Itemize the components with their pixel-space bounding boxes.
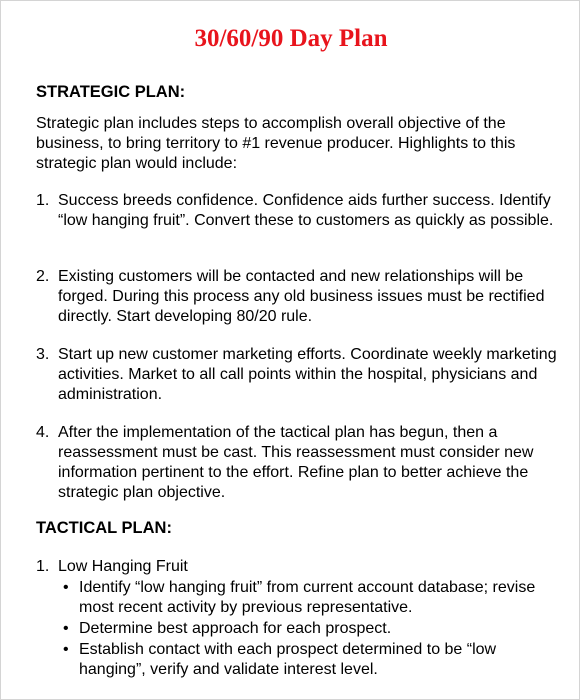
- tactical-plan-heading: TACTICAL PLAN:: [36, 519, 172, 537]
- strategic-plan-heading: STRATEGIC PLAN:: [36, 83, 186, 101]
- bullet-text: Identify “low hanging fruit” from current account database; revise most recent activity by previous representative.: [79, 579, 536, 616]
- bullet-icon: •: [63, 641, 69, 658]
- bullet-icon: •: [63, 579, 69, 596]
- item-text: Success breeds confidence. Confidence aids further success. Identify “low hanging fruit”. Convert these to customers as quickly as possible.: [58, 192, 554, 229]
- strategic-item-4: [36, 423, 566, 503]
- tactical-item-1: [36, 557, 566, 577]
- item-number: 1.: [36, 558, 50, 575]
- tactical-bullet-1: [63, 578, 563, 618]
- item-number: 4.: [36, 424, 50, 441]
- strategic-item-2: [36, 267, 566, 327]
- item-text: After the implementation of the tactical plan has begun, then a reassessment must be cast. This reassessment must consider new information pertinent to the effort. Refine plan to better achieve the strategic plan objective.: [58, 424, 534, 501]
- item-text: Existing customers will be contacted and new relationships will be forged. During this process any old business issues must be rectified directly. Start developing 80/20 rule.: [58, 268, 545, 325]
- strategic-item-3: [36, 345, 566, 405]
- item-number: 1.: [36, 192, 50, 209]
- item-text: Start up new customer marketing efforts. Coordinate weekly marketing activities. Market to all call points within the hospital, physicians and administration.: [58, 346, 557, 403]
- bullet-text: Determine best approach for each prospect.: [79, 620, 392, 637]
- item-number: 2.: [36, 268, 50, 285]
- bullet-text: Establish contact with each prospect determined to be “low hanging”, verify and validate interest level.: [79, 641, 497, 678]
- tactical-bullet-3: [63, 640, 563, 680]
- item-text: Low Hanging Fruit: [58, 558, 188, 575]
- strategic-plan-intro: Strategic plan includes steps to accomplish overall objective of the business, to bring territory to #1 revenue producer. Highlights to this strategic plan would include:: [36, 115, 516, 172]
- tactical-bullet-2: [63, 619, 563, 639]
- strategic-item-1: [36, 191, 566, 231]
- document-title: 30/60/90 Day Plan: [194, 25, 388, 52]
- item-number: 3.: [36, 346, 50, 363]
- bullet-icon: •: [63, 620, 69, 637]
